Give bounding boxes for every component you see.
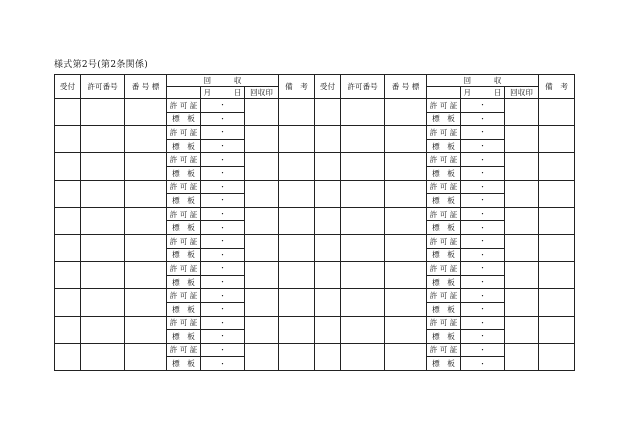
- date-separator: ・: [219, 223, 226, 232]
- table-row: [55, 153, 575, 167]
- remarks-cell-right[interactable]: [539, 180, 575, 207]
- header-row-top: [55, 75, 575, 87]
- permit-number-cell-left[interactable]: [81, 153, 125, 180]
- table-row: [55, 99, 575, 113]
- collection-seal-cell-left[interactable]: [245, 289, 279, 316]
- permit-label-left: 許 可 証: [167, 153, 201, 167]
- date-separator: ・: [479, 237, 487, 246]
- collection-seal-cell-left[interactable]: [245, 234, 279, 261]
- header-month-left: 月: [203, 88, 212, 97]
- permit-label-right: 許 可 証: [427, 316, 461, 330]
- month-day-cell-right[interactable]: [461, 316, 505, 330]
- plate-label-left: 標 板: [167, 166, 201, 180]
- permit-number-cell-left[interactable]: [81, 262, 125, 289]
- date-separator: ・: [479, 278, 487, 287]
- table-row: [55, 180, 575, 194]
- month-day-cell-right[interactable]: [461, 99, 505, 113]
- date-separator: ・: [479, 223, 487, 232]
- month-day-cell-right[interactable]: [461, 180, 505, 194]
- month-day-cell-left[interactable]: [201, 180, 245, 194]
- permit-label-right: 許 可 証: [427, 262, 461, 276]
- permit-number-cell-right[interactable]: [341, 180, 385, 207]
- date-separator: ・: [479, 264, 487, 273]
- permit-label-left: 許 可 証: [167, 99, 201, 113]
- plate-label-left: 標 板: [167, 139, 201, 153]
- form-title: 様式第2号(第2条関係): [54, 60, 149, 70]
- plate-label-left: 標 板: [167, 248, 201, 262]
- number-plate-cell-left[interactable]: [125, 234, 167, 261]
- uketsuke-cell-left[interactable]: [55, 153, 81, 180]
- month-day-cell-right[interactable]: [461, 221, 505, 235]
- collection-seal-cell-right[interactable]: [505, 180, 539, 207]
- month-day-cell-right[interactable]: [461, 330, 505, 344]
- collection-seal-cell-left[interactable]: [245, 99, 279, 126]
- plate-label-right: 標 板: [427, 248, 461, 262]
- date-separator: ・: [219, 210, 226, 219]
- plate-label-left: 標 板: [167, 221, 201, 235]
- plate-label-right: 標 板: [427, 357, 461, 371]
- header-month-day-right: [461, 87, 505, 99]
- uketsuke-cell-left[interactable]: [55, 343, 81, 370]
- number-plate-cell-left[interactable]: [125, 126, 167, 153]
- header-number-plate-right: 番 号 標: [385, 75, 427, 99]
- month-day-cell-left[interactable]: [201, 166, 245, 180]
- plate-label-left: 標 板: [167, 112, 201, 126]
- plate-label-left: 標 板: [167, 330, 201, 344]
- header-type-blank-right: [427, 87, 461, 99]
- month-day-cell-left[interactable]: [201, 275, 245, 289]
- date-separator: ・: [219, 237, 226, 246]
- month-day-cell-right[interactable]: [461, 139, 505, 153]
- uketsuke-cell-left[interactable]: [55, 234, 81, 261]
- date-separator: ・: [219, 114, 226, 123]
- date-separator: ・: [479, 114, 487, 123]
- month-day-cell-right[interactable]: [461, 248, 505, 262]
- collection-seal-cell-right[interactable]: [505, 207, 539, 234]
- permit-label-right: 許 可 証: [427, 180, 461, 194]
- header-month-right: 月: [463, 88, 472, 97]
- header-collection-right: 回 収: [427, 75, 539, 87]
- uketsuke-cell-right[interactable]: [315, 126, 341, 153]
- permit-number-cell-right[interactable]: [341, 289, 385, 316]
- plate-label-right: 標 板: [427, 194, 461, 208]
- date-separator: ・: [219, 359, 226, 368]
- plate-label-left: 標 板: [167, 194, 201, 208]
- plate-label-left: 標 板: [167, 275, 201, 289]
- plate-label-right: 標 板: [427, 302, 461, 316]
- uketsuke-cell-right[interactable]: [315, 99, 341, 126]
- number-plate-cell-right[interactable]: [385, 99, 427, 126]
- plate-label-left: 標 板: [167, 357, 201, 371]
- month-day-cell-right[interactable]: [461, 234, 505, 248]
- month-day-cell-right[interactable]: [461, 207, 505, 221]
- permit-label-right: 許 可 証: [427, 289, 461, 303]
- header-collection-seal-right: 回収印: [505, 87, 539, 99]
- date-separator: ・: [479, 359, 487, 368]
- collection-seal-cell-left[interactable]: [245, 343, 279, 370]
- month-day-cell-left[interactable]: [201, 234, 245, 248]
- header-type-blank-left: [167, 87, 201, 99]
- month-day-cell-left[interactable]: [201, 289, 245, 303]
- header-permit-number-left: 許可番号: [81, 75, 125, 99]
- date-separator: ・: [219, 345, 226, 354]
- month-day-cell-right[interactable]: [461, 262, 505, 276]
- permit-number-cell-left[interactable]: [81, 316, 125, 343]
- remarks-cell-left[interactable]: [279, 207, 315, 234]
- month-day-cell-right[interactable]: [461, 166, 505, 180]
- permit-number-cell-right[interactable]: [341, 262, 385, 289]
- uketsuke-cell-left[interactable]: [55, 126, 81, 153]
- date-separator: ・: [219, 196, 226, 205]
- header-permit-number-right: 許可番号: [341, 75, 385, 99]
- date-separator: ・: [219, 250, 226, 259]
- uketsuke-cell-left[interactable]: [55, 262, 81, 289]
- uketsuke-cell-right[interactable]: [315, 343, 341, 370]
- date-separator: ・: [219, 155, 226, 164]
- permit-label-left: 許 可 証: [167, 180, 201, 194]
- uketsuke-cell-left[interactable]: [55, 316, 81, 343]
- month-day-cell-right[interactable]: [461, 289, 505, 303]
- uketsuke-cell-right[interactable]: [315, 289, 341, 316]
- remarks-cell-left[interactable]: [279, 153, 315, 180]
- header-day-right: 日: [493, 88, 502, 97]
- number-plate-cell-right[interactable]: [385, 316, 427, 343]
- uketsuke-cell-left[interactable]: [55, 180, 81, 207]
- number-plate-cell-right[interactable]: [385, 262, 427, 289]
- month-day-cell-left[interactable]: [201, 126, 245, 140]
- date-separator: ・: [219, 128, 226, 137]
- table-row: [55, 207, 575, 221]
- collection-seal-cell-right[interactable]: [505, 262, 539, 289]
- date-separator: ・: [479, 142, 487, 151]
- uketsuke-cell-right[interactable]: [315, 207, 341, 234]
- number-plate-cell-right[interactable]: [385, 234, 427, 261]
- month-day-cell-left[interactable]: [201, 302, 245, 316]
- remarks-cell-right[interactable]: [539, 343, 575, 370]
- table-row: [55, 262, 575, 276]
- permit-label-left: 許 可 証: [167, 343, 201, 357]
- date-separator: ・: [219, 318, 226, 327]
- month-day-cell-left[interactable]: [201, 330, 245, 344]
- remarks-cell-left[interactable]: [279, 126, 315, 153]
- uketsuke-cell-left[interactable]: [55, 289, 81, 316]
- permit-number-cell-right[interactable]: [341, 153, 385, 180]
- permit-number-cell-left[interactable]: [81, 99, 125, 126]
- remarks-cell-left[interactable]: [279, 234, 315, 261]
- remarks-cell-right[interactable]: [539, 207, 575, 234]
- date-separator: ・: [479, 250, 487, 259]
- table-row: [55, 289, 575, 303]
- remarks-cell-left[interactable]: [279, 289, 315, 316]
- plate-label-left: 標 板: [167, 302, 201, 316]
- collection-seal-cell-left[interactable]: [245, 262, 279, 289]
- date-separator: ・: [219, 169, 226, 178]
- uketsuke-cell-left[interactable]: [55, 99, 81, 126]
- month-day-cell-left[interactable]: [201, 343, 245, 357]
- date-separator: ・: [479, 196, 487, 205]
- header-collection-seal-left: 回収印: [245, 87, 279, 99]
- remarks-cell-right[interactable]: [539, 262, 575, 289]
- date-separator: ・: [479, 345, 487, 354]
- permit-number-cell-left[interactable]: [81, 343, 125, 370]
- collection-seal-cell-right[interactable]: [505, 343, 539, 370]
- number-plate-cell-left[interactable]: [125, 180, 167, 207]
- register-body: [55, 99, 575, 371]
- date-separator: ・: [219, 264, 226, 273]
- date-separator: ・: [479, 332, 487, 341]
- header-uketsuke-left: 受付: [55, 75, 81, 99]
- collection-seal-cell-right[interactable]: [505, 316, 539, 343]
- remarks-cell-left[interactable]: [279, 180, 315, 207]
- month-day-cell-left[interactable]: [201, 248, 245, 262]
- month-day-cell-left[interactable]: [201, 99, 245, 113]
- table-row: [55, 234, 575, 248]
- remarks-cell-right[interactable]: [539, 316, 575, 343]
- date-separator: ・: [479, 155, 487, 164]
- collection-seal-cell-left[interactable]: [245, 153, 279, 180]
- permit-label-left: 許 可 証: [167, 289, 201, 303]
- header-collection-left: 回 収: [167, 75, 279, 87]
- month-day-cell-left[interactable]: [201, 316, 245, 330]
- permit-label-right: 許 可 証: [427, 99, 461, 113]
- collection-seal-cell-right[interactable]: [505, 99, 539, 126]
- number-plate-cell-left[interactable]: [125, 316, 167, 343]
- permit-label-left: 許 可 証: [167, 262, 201, 276]
- number-plate-cell-right[interactable]: [385, 180, 427, 207]
- permit-number-cell-right[interactable]: [341, 316, 385, 343]
- date-separator: ・: [479, 291, 487, 300]
- header-remarks-right: 備 考: [539, 75, 575, 99]
- month-day-cell-left[interactable]: [201, 112, 245, 126]
- number-plate-cell-right[interactable]: [385, 343, 427, 370]
- permit-label-left: 許 可 証: [167, 207, 201, 221]
- collection-seal-cell-right[interactable]: [505, 126, 539, 153]
- date-separator: ・: [219, 182, 226, 191]
- date-separator: ・: [479, 318, 487, 327]
- month-day-cell-left[interactable]: [201, 207, 245, 221]
- date-separator: ・: [479, 210, 487, 219]
- permit-number-cell-right[interactable]: [341, 343, 385, 370]
- permit-number-cell-right[interactable]: [341, 207, 385, 234]
- permit-label-right: 許 可 証: [427, 153, 461, 167]
- month-day-cell-right[interactable]: [461, 357, 505, 371]
- number-plate-cell-right[interactable]: [385, 207, 427, 234]
- remarks-cell-right[interactable]: [539, 126, 575, 153]
- plate-label-right: 標 板: [427, 112, 461, 126]
- remarks-cell-left[interactable]: [279, 99, 315, 126]
- number-plate-cell-left[interactable]: [125, 343, 167, 370]
- collection-register-table: [54, 74, 575, 371]
- date-separator: ・: [479, 305, 487, 314]
- collection-seal-cell-right[interactable]: [505, 289, 539, 316]
- remarks-cell-right[interactable]: [539, 289, 575, 316]
- date-separator: ・: [219, 305, 226, 314]
- permit-number-cell-right[interactable]: [341, 99, 385, 126]
- collection-seal-cell-left[interactable]: [245, 207, 279, 234]
- table-row: [55, 126, 575, 140]
- collection-seal-cell-right[interactable]: [505, 234, 539, 261]
- plate-label-right: 標 板: [427, 330, 461, 344]
- uketsuke-cell-right[interactable]: [315, 180, 341, 207]
- number-plate-cell-left[interactable]: [125, 207, 167, 234]
- header-uketsuke-right: 受付: [315, 75, 341, 99]
- plate-label-right: 標 板: [427, 221, 461, 235]
- plate-label-right: 標 板: [427, 139, 461, 153]
- remarks-cell-right[interactable]: [539, 99, 575, 126]
- permit-label-left: 許 可 証: [167, 126, 201, 140]
- number-plate-cell-left[interactable]: [125, 153, 167, 180]
- permit-number-cell-left[interactable]: [81, 180, 125, 207]
- permit-number-cell-left[interactable]: [81, 207, 125, 234]
- uketsuke-cell-right[interactable]: [315, 262, 341, 289]
- uketsuke-cell-left[interactable]: [55, 207, 81, 234]
- table-row: [55, 316, 575, 330]
- remarks-cell-left[interactable]: [279, 316, 315, 343]
- month-day-cell-left[interactable]: [201, 221, 245, 235]
- remarks-cell-right[interactable]: [539, 153, 575, 180]
- remarks-cell-left[interactable]: [279, 262, 315, 289]
- plate-label-right: 標 板: [427, 166, 461, 180]
- collection-seal-cell-right[interactable]: [505, 153, 539, 180]
- date-separator: ・: [479, 182, 487, 191]
- date-separator: ・: [479, 128, 487, 137]
- number-plate-cell-left[interactable]: [125, 289, 167, 316]
- permit-number-cell-left[interactable]: [81, 126, 125, 153]
- permit-label-right: 許 可 証: [427, 207, 461, 221]
- permit-label-right: 許 可 証: [427, 126, 461, 140]
- date-separator: ・: [219, 278, 226, 287]
- header-day-left: 日: [233, 88, 242, 97]
- date-separator: ・: [219, 142, 226, 151]
- collection-seal-cell-left[interactable]: [245, 316, 279, 343]
- header-remarks-left: 備 考: [279, 75, 315, 99]
- month-day-cell-left[interactable]: [201, 139, 245, 153]
- permit-label-right: 許 可 証: [427, 234, 461, 248]
- permit-number-cell-right[interactable]: [341, 234, 385, 261]
- uketsuke-cell-right[interactable]: [315, 316, 341, 343]
- uketsuke-cell-right[interactable]: [315, 234, 341, 261]
- month-day-cell-right[interactable]: [461, 275, 505, 289]
- table-row: [55, 343, 575, 357]
- month-day-cell-left[interactable]: [201, 153, 245, 167]
- month-day-cell-right[interactable]: [461, 112, 505, 126]
- date-separator: ・: [219, 332, 226, 341]
- permit-number-cell-left[interactable]: [81, 289, 125, 316]
- remarks-cell-right[interactable]: [539, 234, 575, 261]
- date-separator: ・: [219, 101, 226, 110]
- date-separator: ・: [479, 169, 487, 178]
- date-separator: ・: [219, 291, 226, 300]
- number-plate-cell-right[interactable]: [385, 126, 427, 153]
- month-day-cell-right[interactable]: [461, 302, 505, 316]
- date-separator: ・: [479, 101, 487, 110]
- number-plate-cell-right[interactable]: [385, 153, 427, 180]
- header-number-plate-left: 番 号 標: [125, 75, 167, 99]
- collection-seal-cell-left[interactable]: [245, 126, 279, 153]
- number-plate-cell-right[interactable]: [385, 289, 427, 316]
- permit-label-right: 許 可 証: [427, 343, 461, 357]
- remarks-cell-left[interactable]: [279, 343, 315, 370]
- permit-label-left: 許 可 証: [167, 316, 201, 330]
- number-plate-cell-left[interactable]: [125, 99, 167, 126]
- month-day-cell-right[interactable]: [461, 194, 505, 208]
- month-day-cell-right[interactable]: [461, 126, 505, 140]
- uketsuke-cell-right[interactable]: [315, 153, 341, 180]
- permit-number-cell-left[interactable]: [81, 234, 125, 261]
- month-day-cell-left[interactable]: [201, 262, 245, 276]
- month-day-cell-right[interactable]: [461, 153, 505, 167]
- permit-label-left: 許 可 証: [167, 234, 201, 248]
- month-day-cell-right[interactable]: [461, 343, 505, 357]
- month-day-cell-left[interactable]: [201, 194, 245, 208]
- number-plate-cell-left[interactable]: [125, 262, 167, 289]
- collection-seal-cell-left[interactable]: [245, 180, 279, 207]
- header-month-day-left: [201, 87, 245, 99]
- month-day-cell-left[interactable]: [201, 357, 245, 371]
- plate-label-right: 標 板: [427, 275, 461, 289]
- permit-number-cell-right[interactable]: [341, 126, 385, 153]
